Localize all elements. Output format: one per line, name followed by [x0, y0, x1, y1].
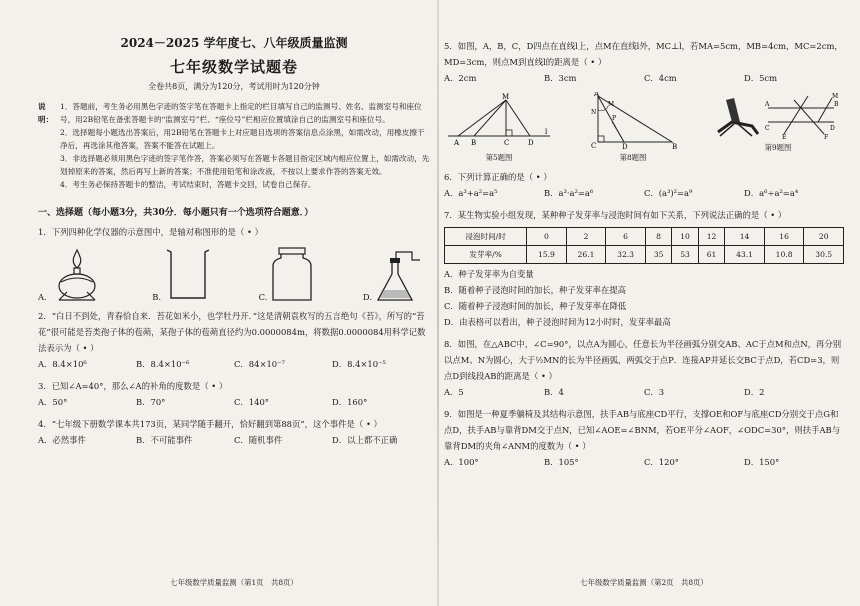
- figures-row: [444, 92, 844, 163]
- flask-icon: [372, 246, 430, 302]
- q7-option-b[interactable]: B．随着种子浸泡时间的加长，种子发芽率在提高: [444, 285, 627, 295]
- svg-text:P: P: [612, 115, 617, 122]
- table-header-time: 浸泡时间/时: [445, 228, 527, 246]
- svg-text:l: l: [545, 128, 548, 136]
- q9-option-c[interactable]: C．120°: [644, 457, 679, 467]
- question-4-options: [38, 432, 430, 448]
- q9-option-d[interactable]: D．150°: [744, 457, 780, 467]
- table-cell: 14: [725, 228, 765, 246]
- germination-table: [444, 227, 844, 264]
- q4-option-b[interactable]: B．不可能事件: [136, 435, 193, 445]
- instructions: [38, 100, 430, 191]
- question-8: 8．如图，在△ABC中，∠C=90°，以点A为圆心，任意长为半径画弧分别交AB、AC于点M和点N，再分别以点M、N为圆心，大于½MN的长为半径画弧，两弧交于点P．连接AP并延长交BC于点D，若CD=3，则点D到线段AB的距离是（ • ）: [444, 339, 842, 381]
- q6-option-d[interactable]: D．a⁶÷a²=a⁴: [744, 188, 799, 198]
- svg-text:B: B: [672, 143, 678, 150]
- question-6: 6．下列计算正确的是（ • ）: [444, 172, 552, 182]
- figure-9-diagram: [764, 92, 844, 140]
- table-cell: 53: [672, 246, 698, 264]
- question-8-options: [444, 384, 844, 400]
- q6-option-c[interactable]: C．(a³)²=a⁹: [644, 188, 693, 198]
- q5-option-a[interactable]: A．2cm: [444, 73, 477, 83]
- q6-option-b[interactable]: B．a³·a²=a⁶: [544, 188, 594, 198]
- q2-option-d[interactable]: D．8.4×10⁻⁵: [332, 359, 386, 369]
- table-cell: 30.5: [804, 246, 844, 264]
- q3-option-d[interactable]: D．160°: [332, 397, 368, 407]
- question-9: 9．如图是一种夏季躺椅及其结构示意图，扶手AB与底座CD平行，支撑OE和OF与底座CD分别交于点G和点D，扶手AB与靠背DM交于点N，已知∠AOE=∠BNM，若OE平分∠AOF，∠ODC=30°，则扶手AB与靠背DM的夹角∠ANM的度数为（ • ）: [444, 409, 841, 451]
- q8-option-c[interactable]: C．3: [644, 387, 665, 397]
- svg-text:N: N: [591, 109, 597, 116]
- table-cell: 16: [764, 228, 804, 246]
- table-cell: 20: [804, 228, 844, 246]
- svg-text:C: C: [765, 125, 770, 132]
- figure-5: [444, 92, 554, 163]
- q3-option-b[interactable]: B．70°: [136, 397, 166, 407]
- q2-option-b[interactable]: B．8.4×10⁻⁶: [136, 359, 190, 369]
- page-2-footer: 七年级数学质量监测（第2页 共8页）: [580, 578, 708, 587]
- svg-text:A: A: [594, 92, 600, 98]
- table-cell: 43.1: [725, 246, 765, 264]
- note-2: 2．选择题每小题选出答案后，用2B铅笔在答题卡上对应题目选项的答案信息点涂黑，如需改动，用橡皮擦干净后，再选涂其他答案，答案不能答在试题上。: [60, 128, 425, 150]
- question-5: 5．如图，A，B，C，D四点在直线l上，点M在直线l外，MC⊥l，若MA=5cm，MB=4cm，MC=2cm，MD=3cm，则点M到直线l的距离是（ • ）: [444, 41, 843, 67]
- q3-option-a[interactable]: A．50°: [38, 397, 68, 407]
- q1-label-b: B.: [152, 292, 162, 302]
- question-5-options: [444, 70, 844, 86]
- figure-9-caption: 第9题图: [764, 143, 792, 152]
- q5-option-d[interactable]: D．5cm: [744, 73, 778, 83]
- note-4: 4．考生务必保持答题卡的整洁，考试结束时，答题卡交回，试卷自己保存。: [60, 180, 316, 189]
- svg-text:M: M: [832, 93, 839, 100]
- q2-option-a[interactable]: A．8.4×10⁶: [38, 359, 87, 369]
- q3-option-c[interactable]: C．140°: [234, 397, 269, 407]
- question-9-options: [444, 454, 844, 470]
- svg-text:B: B: [471, 139, 477, 147]
- question-1: 1．下列四种化学仪器的示意图中，是轴对称图形的是（ • ）: [38, 227, 263, 237]
- q2-option-c[interactable]: C．84×10⁻⁷: [234, 359, 285, 369]
- question-3-options: [38, 394, 430, 410]
- svg-text:D: D: [528, 139, 534, 147]
- q6-option-a[interactable]: A．a³+a²=a⁵: [444, 188, 498, 198]
- svg-text:A: A: [765, 101, 770, 108]
- figure-5-caption: 第5题图: [485, 153, 513, 162]
- jar-icon: [267, 246, 317, 302]
- svg-text:C: C: [504, 139, 510, 147]
- exam-header: 2024－2025 学年度七、八年级质量监测: [120, 36, 348, 50]
- alcohol-lamp-icon: [47, 246, 107, 302]
- q5-option-b[interactable]: B．3cm: [544, 73, 577, 83]
- table-cell: 26.1: [566, 246, 606, 264]
- table-cell: 15.9: [527, 246, 567, 264]
- page-fold: [437, 0, 439, 606]
- exam-info: 全卷共8页，满分为120分，考试用时为120分钟: [148, 82, 320, 91]
- svg-text:F: F: [824, 134, 829, 140]
- table-cell: 0: [527, 228, 567, 246]
- q8-option-b[interactable]: B．4: [544, 387, 564, 397]
- q7-option-a[interactable]: A．种子发芽率为自变量: [444, 269, 534, 279]
- page-1: [38, 14, 430, 592]
- table-cell: 35: [645, 246, 671, 264]
- svg-text:D: D: [622, 143, 628, 150]
- table-cell: 10: [672, 228, 698, 246]
- lounge-chair-icon: [712, 92, 764, 140]
- exam-title: 七年级数学试题卷: [169, 58, 298, 76]
- note-3: 3．非选择题必须用黑色字迹的签字笔作答，答案必须写在答题卡各题目指定区域内相应位置上，如需改动，先划掉原来的答案，然后再写上新的答案；不准使用铅笔和涂改液，不按以上要求作答的答案无效。: [60, 154, 430, 176]
- figure-9: [712, 92, 844, 163]
- table-cell: 8: [645, 228, 671, 246]
- svg-text:M: M: [502, 93, 510, 101]
- q8-option-d[interactable]: D．2: [744, 387, 765, 397]
- figure-8: [588, 92, 678, 163]
- question-2: 2．“白日不到处，青春恰自来．苔花如米小，也学牡丹开．”这是清朝袁枚写的五言绝句《苔》，所写的“苔花”很可能是苔类孢子体的苞蒴，某孢子体的苞蒴直径约为0.0000084m，将数据0.0000084用科学记数法表示为（ • ）: [38, 311, 426, 353]
- table-header-rate: 发芽率/%: [445, 246, 527, 264]
- table-cell: 12: [698, 228, 724, 246]
- note-1: 1．答题前，考生务必用黑色字迹的签字笔在答题卡上指定的栏目填写自己的监测号、姓名、监测室号和座位号，用2B铅笔在备张答题卡的“监测室号”栏、“座位号”栏相应位置填涂自己的监测室号和座位号。: [60, 102, 422, 124]
- q4-option-a[interactable]: A．必然事件: [38, 435, 86, 445]
- q7-option-c[interactable]: C．随着种子浸泡时间的加长，种子发芽率在降低: [444, 301, 627, 311]
- svg-text:A: A: [454, 139, 460, 147]
- svg-text:E: E: [782, 134, 787, 140]
- figure-8-caption: 第8题图: [619, 153, 647, 162]
- question-2-options: [38, 356, 430, 372]
- svg-text:M: M: [608, 101, 615, 108]
- question-7: 7．某生物实验小组发现，某种种子发芽率与浸泡时间有如下关系，下列说法正确的是（ • ）: [444, 210, 787, 220]
- notes-label: 说明：: [38, 102, 54, 124]
- svg-text:C: C: [591, 142, 597, 150]
- q4-option-d[interactable]: D．以上都不正确: [332, 435, 398, 445]
- q9-option-b[interactable]: B．105°: [544, 457, 579, 467]
- q1-label-c: C.: [258, 292, 268, 302]
- table-row-rate: [445, 246, 844, 264]
- table-cell: 32.3: [606, 246, 646, 264]
- svg-text:D: D: [830, 125, 835, 132]
- beaker-icon: [161, 246, 213, 302]
- q1-label-d: D.: [362, 292, 372, 302]
- question-4: 4．“七年级下册数学课本共173页，某同学随手翻开，恰好翻到第88页”，这个事件是（ • ）: [38, 419, 382, 429]
- q9-option-a[interactable]: A．100°: [444, 457, 479, 467]
- table-row-time: [445, 228, 844, 246]
- table-cell: 6: [606, 228, 646, 246]
- table-cell: 10.8: [764, 246, 804, 264]
- q5-option-c[interactable]: C．4cm: [644, 73, 677, 83]
- q1-label-a: A.: [38, 292, 47, 302]
- table-cell: 61: [698, 246, 724, 264]
- question-6-options: [444, 185, 844, 201]
- q8-option-a[interactable]: A．5: [444, 387, 464, 397]
- question-3: 3．已知∠A=40°，那么∠A的补角的度数是（ • ）: [38, 381, 228, 391]
- figure-8-diagram: [588, 92, 678, 150]
- question-1-figures: [38, 244, 430, 302]
- figure-5-diagram: [444, 92, 554, 150]
- section-1-heading: 一、选择题（每小题3分，共30分．每小题只有一个选项符合题意．）: [38, 208, 314, 218]
- q4-option-c[interactable]: C．随机事件: [234, 435, 283, 445]
- q7-option-d[interactable]: D．由表格可以看出，种子浸泡时间为12小时时，发芽率最高: [444, 317, 671, 327]
- page-1-footer: 七年级数学质量监测（第1页 共8页）: [170, 578, 298, 587]
- table-cell: 2: [566, 228, 606, 246]
- page-2: [444, 14, 844, 592]
- svg-text:B: B: [834, 101, 839, 108]
